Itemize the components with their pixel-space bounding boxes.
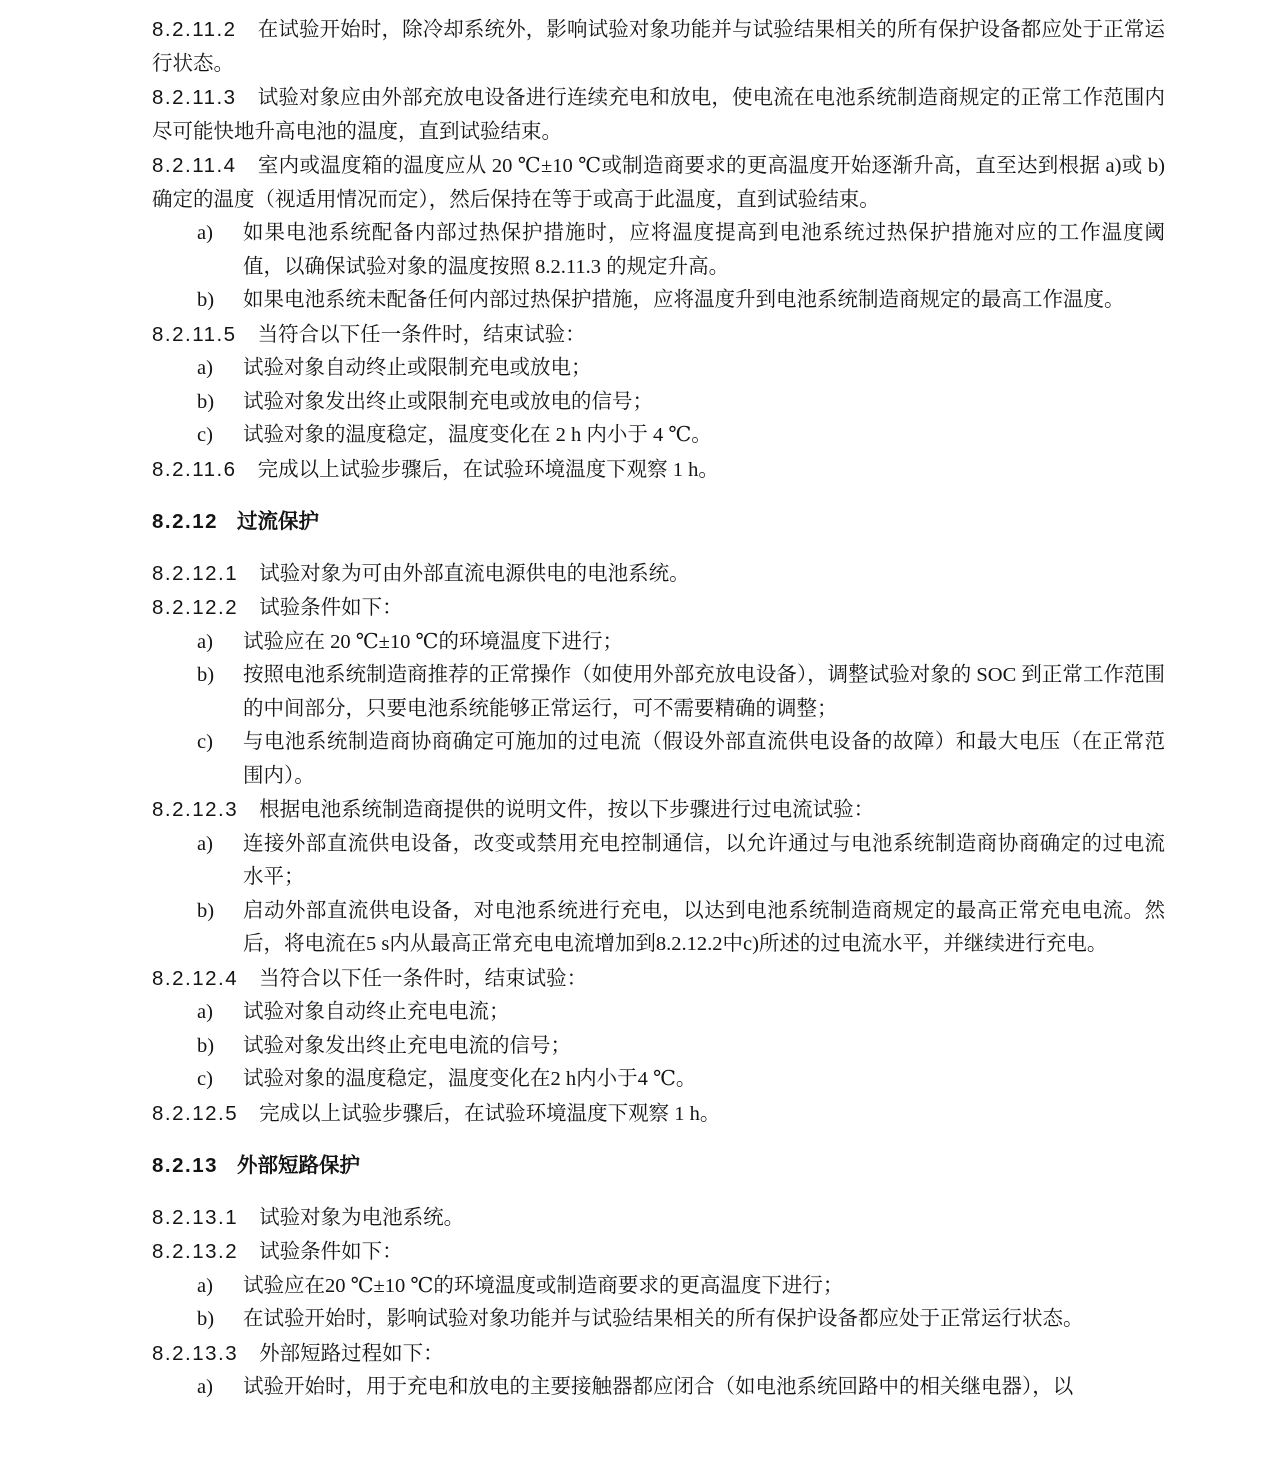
list-item-text: 如果电池系统未配备任何内部过热保护措施，应将温度升到电池系统制造商规定的最高工作温度。 (243, 289, 1125, 311)
clause-number: 8.2.13.1 (152, 1205, 239, 1229)
list-item-text: 与电池系统制造商协商确定可施加的过电流（假设外部直流供电设备的故障）和最大电压（在正常范围内）。 (243, 731, 1165, 787)
clause-paragraph (152, 81, 1165, 149)
list-item-text: 试验对象自动终止或限制充电或放电； (243, 357, 592, 379)
list-item (197, 1371, 1165, 1405)
clause-number: 8.2.12.5 (152, 1101, 239, 1125)
document-body (152, 13, 1165, 1405)
clause-paragraph (152, 591, 1165, 626)
clause-text: 完成以上试验步骤后，在试验环境温度下观察 1 h。 (257, 458, 719, 481)
clause-text: 当符合以下任一条件时，结束试验： (259, 967, 588, 990)
list-item (197, 895, 1165, 962)
list-item-text: 试验对象的温度稳定，温度变化在 2 h 内小于 4 ℃。 (243, 424, 712, 446)
clause-paragraph (152, 1337, 1165, 1372)
list-item-text: 如果电池系统配备内部过热保护措施时，应将温度提高到电池系统过热保护措施对应的工作温度阈值，以确保试验对象的温度按照 8.2.11.3 的规定升高。 (243, 222, 1165, 278)
clause-paragraph (152, 1201, 1165, 1236)
list-item-marker: c) (197, 731, 213, 753)
clause-paragraph (152, 13, 1165, 81)
section-number: 8.2.12 (152, 510, 218, 533)
clause-paragraph (152, 1235, 1165, 1270)
clause-number: 8.2.13.2 (152, 1240, 239, 1263)
section-title: 外部短路保护 (237, 1154, 360, 1177)
list-item-text: 连接外部直流供电设备，改变或禁用充电控制通信，以允许通过与电池系统制造商协商确定的过电流水平； (243, 832, 1165, 888)
list-item (197, 217, 1165, 284)
list-item (197, 386, 1165, 420)
clause-number: 8.2.11.4 (152, 154, 237, 177)
section-heading (152, 505, 1165, 539)
clause-paragraph (152, 557, 1165, 592)
list-item-marker: a) (197, 1001, 213, 1023)
clause-paragraph (152, 1097, 1165, 1132)
list-item-marker: b) (197, 664, 215, 686)
clause-number: 8.2.11.2 (152, 18, 237, 41)
list-item-text: 试验应在20 ℃±10 ℃的环境温度或制造商要求的更高温度下进行； (243, 1274, 844, 1297)
clause-text: 根据电池系统制造商提供的说明文件，按以下步骤进行过电流试验： (259, 799, 875, 821)
clause-number: 8.2.12.2 (152, 596, 239, 619)
section-number: 8.2.13 (152, 1154, 218, 1177)
list-item-marker: b) (197, 1308, 215, 1330)
list-item (197, 1303, 1165, 1337)
list-item-marker: a) (197, 630, 213, 653)
clause-number: 8.2.12.4 (152, 966, 239, 990)
list-item (197, 1270, 1165, 1304)
clause-text: 试验条件如下： (259, 1241, 403, 1263)
list-item (197, 726, 1165, 793)
list-item-marker: b) (197, 390, 215, 413)
clause-text: 试验对象应由外部充放电设备进行连续充电和放电，使电流在电池系统制造商规定的正常工作范围内尽可能快地升高电池的温度，直到试验结束。 (152, 87, 1165, 143)
clause-number: 8.2.11.3 (152, 86, 237, 109)
list-item-marker: a) (197, 1376, 213, 1398)
clause-paragraph (152, 793, 1165, 828)
list-item-text: 试验对象发出终止充电电流的信号； (243, 1034, 571, 1057)
list-item (197, 1063, 1165, 1097)
clause-paragraph (152, 149, 1165, 217)
clause-number: 8.2.11.6 (152, 457, 237, 481)
clause-paragraph (152, 453, 1165, 488)
list-item-marker: c) (197, 424, 213, 446)
list-item (197, 284, 1165, 318)
section-title: 过流保护 (237, 510, 319, 533)
list-item-text: 试验对象发出终止或限制充电或放电的信号； (243, 390, 653, 413)
clause-text: 完成以上试验步骤后，在试验环境温度下观察 1 h。 (259, 1102, 721, 1125)
clause-text: 当符合以下任一条件时，结束试验： (257, 323, 586, 346)
list-item-marker: b) (197, 289, 215, 311)
list-item-text: 试验开始时，用于充电和放电的主要接触器都应闭合（如电池系统回路中的相关继电器），以 (243, 1376, 1074, 1398)
list-item-text: 试验对象自动终止充电电流； (243, 1001, 510, 1023)
list-item (197, 1030, 1165, 1064)
list-item (197, 626, 1165, 660)
clause-text: 试验条件如下： (259, 597, 403, 619)
list-item-marker: c) (197, 1068, 213, 1090)
list-item-marker: a) (197, 222, 213, 244)
clause-number: 8.2.12.1 (152, 561, 239, 585)
list-item-text: 在试验开始时，影响试验对象功能并与试验结果相关的所有保护设备都应处于正常运行状态。 (243, 1308, 1084, 1330)
list-item-marker: a) (197, 357, 213, 379)
clause-number: 8.2.12.3 (152, 798, 239, 821)
list-item (197, 828, 1165, 895)
list-item (197, 659, 1165, 726)
list-item-marker: b) (197, 899, 215, 922)
section-heading (152, 1149, 1165, 1183)
list-item-marker: a) (197, 1274, 213, 1297)
clause-text: 试验对象为可由外部直流电源供电的电池系统。 (259, 562, 690, 585)
list-item (197, 352, 1165, 386)
list-item-text: 按照电池系统制造商推荐的正常操作（如使用外部充放电设备），调整试验对象的 SOC 到正常工作范围的中间部分，只要电池系统能够正常运行，可不需要精确的调整； (243, 664, 1165, 720)
clause-text: 外部短路过程如下： (259, 1342, 444, 1365)
list-item-marker: a) (197, 832, 213, 855)
list-item-marker: b) (197, 1034, 215, 1057)
clause-paragraph (152, 318, 1165, 353)
clause-text: 试验对象为电池系统。 (259, 1206, 465, 1229)
list-item (197, 419, 1165, 453)
clause-paragraph (152, 962, 1165, 997)
list-item (197, 996, 1165, 1030)
clause-number: 8.2.11.5 (152, 322, 237, 346)
list-item-text: 试验对象的温度稳定，温度变化在2 h内小于4 ℃。 (243, 1068, 697, 1090)
clause-text: 室内或温度箱的温度应从 20 ℃±10 ℃或制造商要求的更高温度开始逐渐升高，直至达到根据 a)或 b)确定的温度（视适用情况而定），然后保持在等于或高于此温度，直到试验结束。 (152, 155, 1165, 211)
list-item-text: 试验应在 20 ℃±10 ℃的环境温度下进行； (243, 630, 623, 653)
clause-number: 8.2.13.3 (152, 1341, 239, 1365)
clause-text: 在试验开始时，除冷却系统外，影响试验对象功能并与试验结果相关的所有保护设备都应处于正常运行状态。 (152, 19, 1165, 75)
list-item-text: 启动外部直流供电设备，对电池系统进行充电，以达到电池系统制造商规定的最高正常充电电流。然后，将电流在5 s内从最高正常充电电流增加到8.2.12.2中c)所述的过电流水平，并继续进行充电。 (243, 899, 1165, 955)
